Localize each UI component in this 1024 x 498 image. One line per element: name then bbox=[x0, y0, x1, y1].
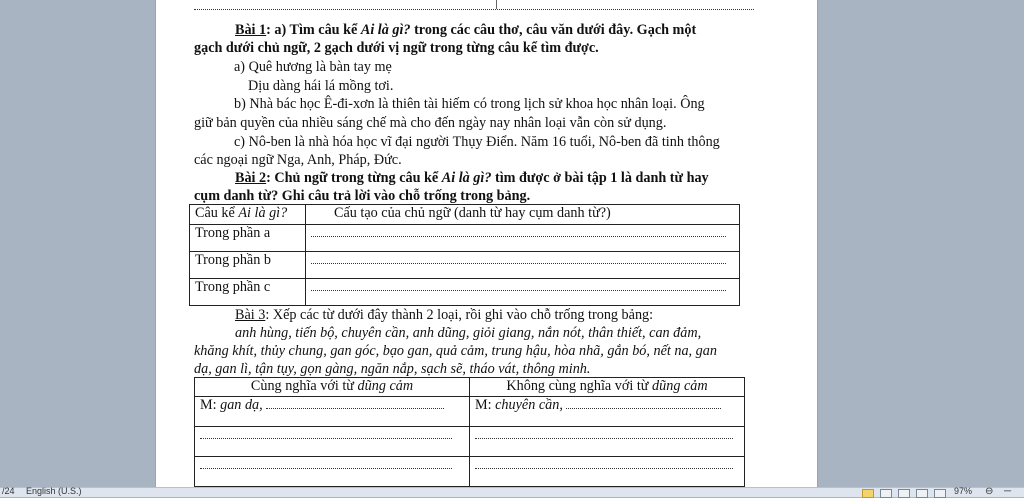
bai3-col1-header: Cùng nghĩa với từ dũng cảm bbox=[195, 378, 470, 397]
top-dotted-line bbox=[194, 0, 754, 10]
bai2-heading: Bài 2: Chủ ngữ trong từng câu kể Ai là gì? tìm được ở bài tập 1 là danh từ hay bbox=[235, 170, 709, 186]
bai2-row-b-answer[interactable] bbox=[306, 252, 740, 279]
bai1-b-line2: giữ bản quyền của nhiều sáng chế mà cho đến ngày nay nhân loại vẫn còn sử dụng. bbox=[194, 115, 667, 131]
bai1-a-line2: Dịu dàng hái lá mồng tơi. bbox=[248, 78, 394, 94]
bai1-a-line1: a) Quê hương là bàn tay mẹ bbox=[234, 59, 392, 75]
bai3-table bbox=[194, 377, 745, 487]
bai1-heading-line2: gạch dưới chủ ngữ, 2 gạch dưới vị ngữ trong từng câu kể tìm được. bbox=[194, 40, 599, 56]
zoom-level[interactable]: 97% bbox=[954, 486, 973, 496]
bai1-b-line1: b) Nhà bác học Ê-đi-xơn là thiên tài hiếm có trong lịch sử khoa học nhân loại. Ông bbox=[234, 96, 705, 112]
bai2-row-a-label: Trong phần a bbox=[190, 225, 306, 252]
bai2-row-c-label: Trong phần c bbox=[190, 279, 306, 306]
bai1-heading: Bài 1: a) Tìm câu kể Ai là gì? trong các câu thơ, câu văn dưới đây. Gạch một bbox=[235, 22, 697, 38]
full-screen-reading-icon[interactable] bbox=[880, 489, 892, 498]
bai3-col1-blank2[interactable] bbox=[195, 457, 470, 487]
bai3-col1-example[interactable]: M: gan dạ, bbox=[195, 397, 470, 427]
bai1-c-line2: các ngoại ngữ Nga, Anh, Pháp, Đức. bbox=[194, 152, 402, 168]
bai3-col2-header: Không cùng nghĩa với từ dũng cảm bbox=[470, 378, 745, 397]
bai3-words-line1: anh hùng, tiến bộ, chuyên cần, anh dũng, giỏi giang, nắn nót, thân thiết, can đảm, bbox=[235, 325, 702, 341]
bai1-c-line1: c) Nô-ben là nhà hóa học vĩ đại người Thụy Điển. Năm 16 tuổi, Nô-ben đã tinh thông bbox=[234, 134, 720, 150]
bai3-col2-blank1[interactable] bbox=[470, 427, 745, 457]
bai3-col2-example[interactable]: M: chuyên cần, bbox=[470, 397, 745, 427]
status-page[interactable]: /24 bbox=[2, 486, 15, 496]
print-layout-icon[interactable] bbox=[862, 489, 874, 498]
bai3-heading: Bài 3: Xếp các từ dưới đây thành 2 loại, rồi ghi vào chỗ trống trong bảng: bbox=[235, 307, 654, 323]
document-page bbox=[155, 0, 818, 487]
outline-view-icon[interactable] bbox=[916, 489, 928, 498]
bai2-row-c-answer[interactable] bbox=[306, 279, 740, 306]
bai3-words-line3: dạ, gan lì, tận tụy, gọn gàng, ngăn nắp, sạch sẽ, tháo vát, thông minh. bbox=[194, 361, 591, 377]
bai2-table bbox=[189, 204, 740, 306]
bai2-col1-header: Câu kể Ai là gì? bbox=[190, 205, 306, 225]
web-layout-icon[interactable] bbox=[898, 489, 910, 498]
bai3-words-line2: khăng khít, thủy chung, gan góc, bạo gan, quả cảm, trung hậu, hòa nhã, gắn bó, nết na, gan bbox=[194, 343, 717, 359]
bai2-heading-line2: cụm danh từ? Ghi câu trả lời vào chỗ trống trong bảng. bbox=[194, 188, 531, 204]
draft-view-icon[interactable] bbox=[934, 489, 946, 498]
bai3-col2-blank2[interactable] bbox=[470, 457, 745, 487]
status-language[interactable]: English (U.S.) bbox=[26, 486, 82, 496]
zoom-out-icon[interactable]: ⊖ bbox=[985, 486, 994, 497]
bai2-col2-header: Cấu tạo của chủ ngữ (danh từ hay cụm danh từ?) bbox=[306, 205, 740, 225]
bai3-col1-blank1[interactable] bbox=[195, 427, 470, 457]
bai2-row-a-answer[interactable] bbox=[306, 225, 740, 252]
bai2-row-b-label: Trong phần b bbox=[190, 252, 306, 279]
zoom-slider-icon[interactable]: ─ bbox=[1004, 486, 1012, 497]
